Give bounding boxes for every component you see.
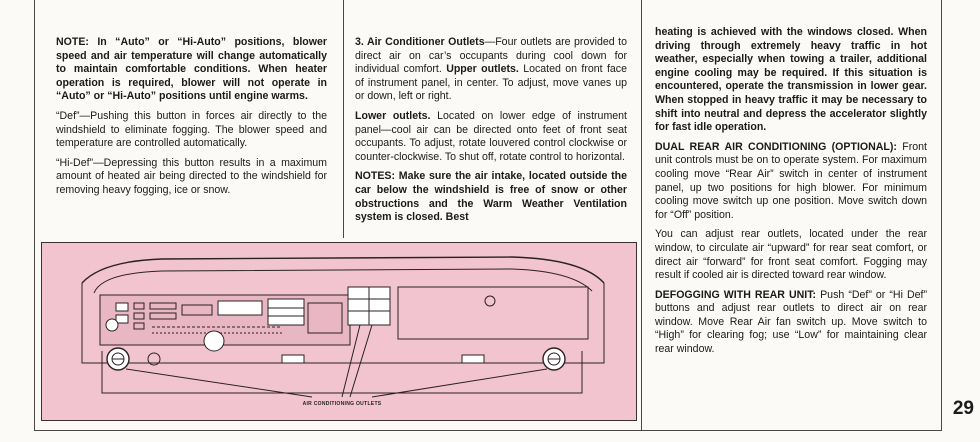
defog-paragraph — [655, 289, 927, 357]
figure-caption: AIR CONDITIONING OUTLETS — [302, 401, 382, 407]
page-number: 29 — [952, 398, 974, 419]
outlets-text: —Four outlets are provided to direct air on car’s occupants during cool down for individual comfort. — [355, 36, 627, 76]
dual-rear-heading: DUAL REAR AIR CONDITIONING (OPTIONAL): — [655, 140, 897, 153]
note-paragraph: NOTE: In “Auto” or “Hi-Auto” positions, blower speed and air temperature will change automatically to maintain comfortable conditions. When heater operation is required, blower will not operate in “Auto” or “Hi-Auto” positions until engine warms. — [56, 36, 327, 103]
column-3 — [655, 26, 927, 363]
dual-rear-text: Front unit controls must be on to operate system. For maximum cooling move “Rear Air” switch in center of instrument panel, up two positions for high blower. For minimum cooling move switch up one position. Move switch down for “Off” position. — [655, 140, 927, 221]
defog-heading: DEFOGGING WITH REAR UNIT: — [655, 288, 817, 301]
column-divider-2 — [641, 0, 642, 431]
def-paragraph: “Def”—Pushing this button in forces air directly to the windshield to eliminate fogging. The blower speed and temperature are controlled automatically. — [56, 109, 327, 150]
lower-outlets-heading: Lower outlets. — [355, 109, 431, 122]
column-1 — [56, 36, 327, 204]
instrument-panel-illustration — [42, 243, 635, 419]
outlets-paragraph — [355, 36, 627, 104]
rear-outlets-paragraph: You can adjust rear outlets, located under the rear window, to circulate air “upward” for rear seat comfort, or direct air “forward” for front seat comfort. Fogging may result if cooled air is directed toward rear window. — [655, 228, 927, 282]
hidef-paragraph: “Hi-Def”—Depressing this button results in a maximum amount of heated air being directed to the windshield for removing heavy fogging, ice or snow. — [56, 156, 327, 196]
column-divider-1 — [343, 0, 344, 238]
defog-text: Push “Def” or “Hi Def” buttons and adjust rear outlets to direct air on rear window. Move Rear Air fan switch up. Move switch to “High” for clearing fog; use “Low” for maintaining clear rear window. — [655, 288, 927, 356]
outlets-heading: 3. Air Conditioner Outlets — [355, 36, 485, 48]
continued-paragraph: heating is achieved with the windows closed. When driving through extremely heavy traffic in hot weather, especially when towing a trailer, additional engine cooling may be required. If this situation is encountered, operate the transmission in lower gear. When stopped in heavy traffic it may be necessary to shift into neutral and depress the accelerator slightly for fast idle operation. — [655, 26, 927, 134]
dual-rear-paragraph — [655, 141, 927, 223]
lower-outlets-paragraph — [355, 110, 627, 164]
upper-outlets-heading: Upper outlets. — [446, 63, 519, 76]
lower-outlets-text: Located on lower edge of instrument panel—cool air can be directed onto feet of front seat occupants. To adjust, rotate louvered control clockwise or counter-clockwise. To shut off, rotate control to horizontal. — [355, 109, 627, 163]
upper-outlets-text: Located on front face of instrument panel, in center. To adjust, move vanes up or down, left or right. — [355, 63, 627, 103]
column-2 — [355, 36, 627, 231]
instrument-panel-figure — [41, 242, 637, 421]
notes-paragraph: NOTES: Make sure the air intake, located outside the car below the windshield is free of snow or other obstructions and the Warm Weather Ventilation system is closed. Best — [355, 170, 627, 224]
